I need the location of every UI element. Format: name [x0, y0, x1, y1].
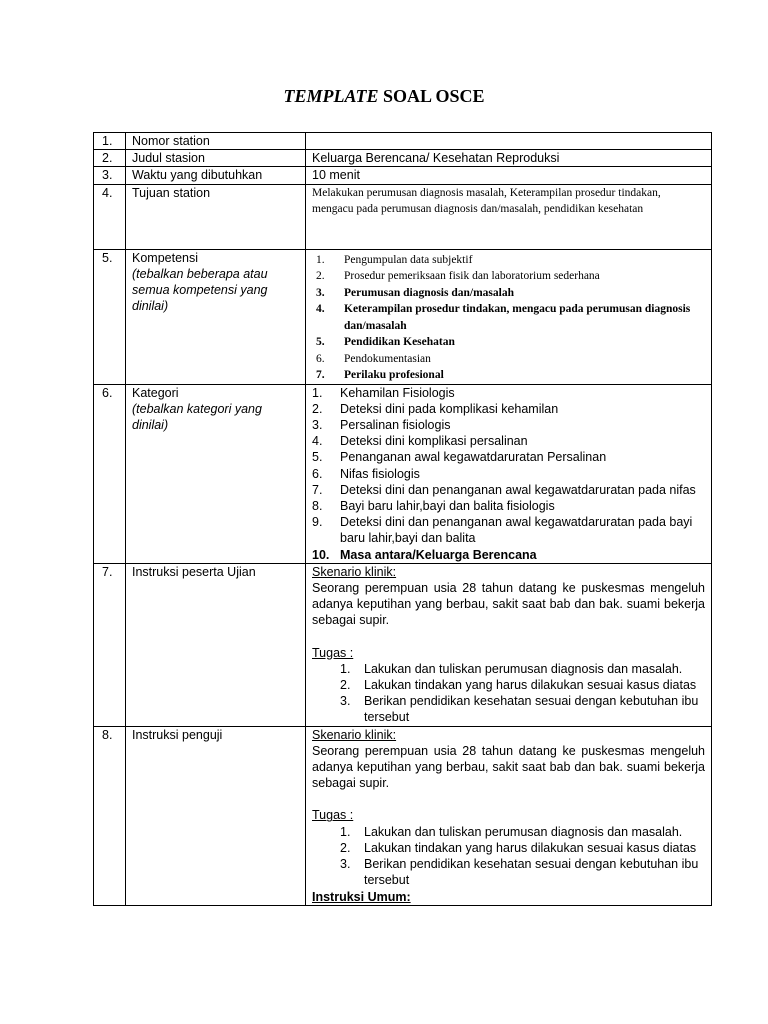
row-label: Judul stasion — [126, 150, 306, 167]
list-item: 4. Deteksi dini komplikasi persalinan — [312, 434, 528, 449]
table-row — [94, 150, 712, 167]
row-label: Instruksi penguji — [126, 726, 306, 905]
table-row — [94, 167, 712, 184]
row-note: (tebalkan beberapa atau semua kompetensi yang dinilai) — [132, 266, 268, 314]
category-cell — [126, 384, 306, 563]
row-number: 4. — [94, 184, 126, 249]
tasks-heading: Tugas : — [312, 808, 354, 823]
list-item: 8. Bayi baru lahir,bayi dan balita fisiologis — [312, 499, 555, 514]
list-item: 3. Berikan pendidikan kesehatan sesuai dengan kebutuhan ibu tersebut — [340, 857, 699, 888]
list-item: 2. Lakukan tindakan yang harus dilakukan sesuai kasus diatas — [340, 840, 697, 855]
tasks-list — [312, 661, 705, 726]
competency-list-cell — [306, 249, 712, 384]
list-item: 1. Lakukan dan tuliskan perumusan diagnosis dan masalah. — [340, 824, 683, 839]
list-item: 10. Masa antara/Keluarga Berencana — [312, 547, 537, 562]
table-row — [94, 563, 712, 726]
list-item: 1. Kehamilan Fisiologis — [312, 385, 455, 400]
list-item: 1. Lakukan dan tuliskan perumusan diagnosis dan masalah. — [340, 661, 683, 676]
list-item: 7. Perilaku profesional — [316, 369, 444, 382]
scenario-heading: Skenario klinik: — [312, 727, 397, 742]
table-row — [94, 249, 712, 384]
competency-cell — [126, 249, 306, 384]
list-item: 2. Deteksi dini pada komplikasi kehamilan — [312, 401, 559, 416]
row-number: 5. — [94, 249, 126, 384]
list-item: 5. Pendidikan Kesehatan — [316, 336, 455, 349]
table-row — [94, 384, 712, 563]
competency-list — [312, 252, 705, 384]
row-label: Kompetensi — [132, 250, 199, 265]
scenario-heading: Skenario klinik: — [312, 564, 397, 579]
row-number: 8. — [94, 726, 126, 905]
list-item: 3. Perumusan diagnosis dan/masalah — [316, 286, 514, 299]
osce-template-table — [93, 132, 712, 906]
title-italic: TEMPLATE — [283, 86, 379, 106]
list-item: 9. Deteksi dini dan penanganan awal kegawatdaruratan pada bayi baru lahir,bayi dan balita — [312, 515, 693, 546]
row-number: 3. — [94, 167, 126, 184]
list-item: 6. Nifas fisiologis — [312, 466, 420, 481]
list-item: 6. Pendokumentasian — [316, 352, 431, 365]
station-objective: Melakukan perumusan diagnosis masalah, Keterampilan prosedur tindakan, mengacu pada perumusan diagnosis dan/masalah, pendidikan kesehatan — [306, 184, 712, 249]
list-item: 3. Berikan pendidikan kesehatan sesuai dengan kebutuhan ibu tersebut — [340, 694, 699, 725]
scenario-text: Seorang perempuan usia 28 tahun datang ke puskesmas mengeluh adanya keputihan yang berbau, sakit saat bab dan bak. suami bekerja sebagai supir. — [312, 581, 705, 628]
row-number: 6. — [94, 384, 126, 563]
document-title — [0, 86, 768, 107]
row-value: Keluarga Berencana/ Kesehatan Reproduksi — [306, 150, 712, 167]
list-item: 5. Penanganan awal kegawatdaruratan Persalinan — [312, 450, 607, 465]
table-row — [94, 726, 712, 905]
tasks-heading: Tugas : — [312, 645, 354, 660]
row-label: Instruksi peserta Ujian — [126, 563, 306, 726]
category-list-cell — [306, 384, 712, 563]
row-number: 2. — [94, 150, 126, 167]
tasks-list — [312, 824, 705, 889]
row-label: Nomor station — [126, 133, 306, 150]
row-number: 7. — [94, 563, 126, 726]
list-item: 3. Persalinan fisiologis — [312, 418, 451, 433]
table-row — [94, 133, 712, 150]
row-note: (tebalkan kategori yang dinilai) — [132, 401, 262, 433]
row-value: 10 menit — [306, 167, 712, 184]
list-item: 2. Prosedur pemeriksaan fisik dan laboratorium sederhana — [316, 270, 600, 283]
scenario-text: Seorang perempuan usia 28 tahun datang ke puskesmas mengeluh adanya keputihan yang berbau, sakit saat bab dan bak. suami bekerja sebagai supir. — [312, 743, 705, 791]
general-instructions-heading: Instruksi Umum: — [312, 889, 411, 904]
examiner-instructions-cell — [306, 726, 712, 905]
list-item: 2. Lakukan tindakan yang harus dilakukan sesuai kasus diatas — [340, 678, 697, 693]
row-value — [306, 133, 712, 150]
category-list — [312, 385, 705, 563]
list-item: 1. Pengumpulan data subjektif — [316, 253, 473, 266]
list-item: 7. Deteksi dini dan penanganan awal kegawatdaruratan pada nifas — [312, 482, 696, 497]
list-item: 4. Keterampilan prosedur tindakan, mengacu pada perumusan diagnosis dan/masalah — [316, 303, 691, 332]
participant-instructions-cell — [306, 563, 712, 726]
row-label: Tujuan station — [126, 184, 306, 249]
row-label: Kategori — [132, 385, 179, 400]
row-label: Waktu yang dibutuhkan — [126, 167, 306, 184]
table-row — [94, 184, 712, 249]
title-rest: SOAL OSCE — [378, 86, 485, 106]
row-number: 1. — [94, 133, 126, 150]
